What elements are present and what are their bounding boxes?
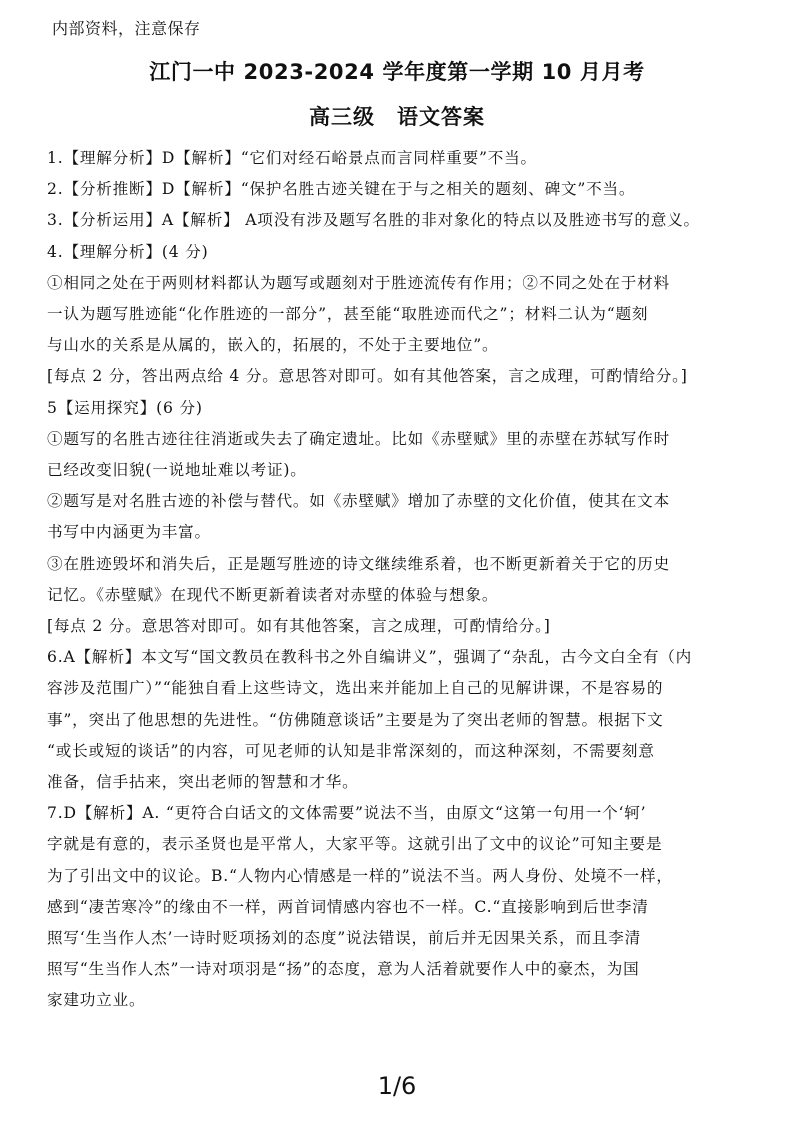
answer-line: 感到“凄苦寒冷”的缘由不一样，两首词情感内容也不一样。C.“直接影响到后世李清 bbox=[47, 897, 649, 916]
answer-line: 准备，信手拈来，突出老师的智慧和才华。 bbox=[47, 773, 359, 792]
answer-line: 事”，突出了他思想的先进性。“仿佛随意谈话”主要是为了突出老师的智慧。根据下文 bbox=[47, 710, 664, 729]
answer-line: 2.【分析推断】D【解析】“保护名胜古迹关键在于与之相关的题刻、碑文”不当。 bbox=[47, 180, 636, 199]
answer-line: 3.【分析运用】A【解析】 A项没有涉及题写名胜的非对象化的特点以及胜迹书写的意义。 bbox=[47, 211, 700, 230]
answer-line: 一认为题写胜迹能“化作胜迹的一部分”，甚至能“取胜迹而代之”；材料二认为“题刻 bbox=[47, 305, 649, 324]
answer-line: ①相同之处在于两则材料都认为题写或题刻对于胜迹流传有作用；②不同之处在于材料 bbox=[47, 273, 670, 292]
answer-line: [每点 2 分，答出两点给 4 分。意思答对即可。如有其他答案，言之成理，可酌情给分。] bbox=[47, 367, 688, 386]
answer-line: [每点 2 分。意思答对即可。如有其他答案，言之成理，可酌情给分。] bbox=[47, 617, 551, 636]
answer-line: ②题写是对名胜古迹的补偿与替代。如《赤壁赋》增加了赤壁的文化价值，使其在文本 bbox=[47, 492, 670, 511]
answer-line: 已经改变旧貌(一说地址难以考证)。 bbox=[47, 461, 307, 480]
answer-line: 书写中内涵更为丰富。 bbox=[47, 523, 211, 542]
answer-line: 5【运用探究】(6 分) bbox=[47, 398, 203, 417]
answer-line: ①题写的名胜古迹往往消逝或失去了确定遗址。比如《赤壁赋》里的赤壁在苏轼写作时 bbox=[47, 429, 670, 448]
answer-line: 记忆。《赤壁赋》在现代不断更新着读者对赤壁的体验与想象。 bbox=[47, 585, 499, 604]
page-number: 1/6 bbox=[377, 1072, 417, 1100]
answer-line: 1.【理解分析】D【解析】“它们对经石峪景点而言同样重要”不当。 bbox=[47, 149, 537, 167]
answer-line: 6.A【解析】本文写“国文教员在教科书之外自编讲义”，强调了“杂乱，古今文白全有（内 bbox=[47, 648, 693, 667]
document-subtitle bbox=[0, 101, 794, 131]
answer-line: 与山水的关系是从属的，嵌入的，拓展的，不处于主要地位”。 bbox=[47, 336, 499, 355]
answer-line: 字就是有意的，表示圣贤也是平常人，大家平等。这就引出了文中的议论”可知主要是 bbox=[47, 835, 663, 854]
answer-line: “或长或短的谈话”的内容，可见老师的认知是非常深刻的，而这种深刻，不需要刻意 bbox=[47, 741, 655, 760]
document-title: 江门一中 2023-2024 学年度第一学期 10 月月考 bbox=[149, 60, 645, 84]
answer-line: ③在胜迹毁坏和消失后，正是题写胜迹的诗文继续维系着，也不断更新着关于它的历史 bbox=[47, 554, 670, 573]
subject-label: 语文答案 bbox=[397, 105, 485, 129]
answer-line: 照写‘生当作人杰’一诗时贬项扬刘的态度”说法错误，前后并无因果关系，而且李清 bbox=[47, 929, 642, 948]
answer-line: 7.D【解析】A. “更符合白话文的文体需要”说法不当，由原文“这第一句用一个‘轲’ bbox=[47, 804, 647, 823]
confidential-note: 内部资料，注意保存 bbox=[52, 19, 201, 38]
answer-line: 照写“生当作人杰”一诗对项羽是“扬”的态度，意为人活着就要作人中的豪杰，为国 bbox=[47, 960, 640, 979]
answer-body bbox=[47, 143, 747, 1017]
answer-line: 容涉及范围广）”“能独自看上这些诗文，选出来并能加上自己的见解讲课，不是容易的 bbox=[47, 679, 664, 698]
answer-line: 家建功立业。 bbox=[47, 991, 146, 1010]
grade-label: 高三级 bbox=[309, 105, 375, 129]
answer-line: 为了引出文中的议论。B.“人物内心情感是一样的”说法不当。两人身份、处境不一样， bbox=[47, 866, 673, 885]
answer-line: 4.【理解分析】(4 分) bbox=[47, 242, 209, 261]
